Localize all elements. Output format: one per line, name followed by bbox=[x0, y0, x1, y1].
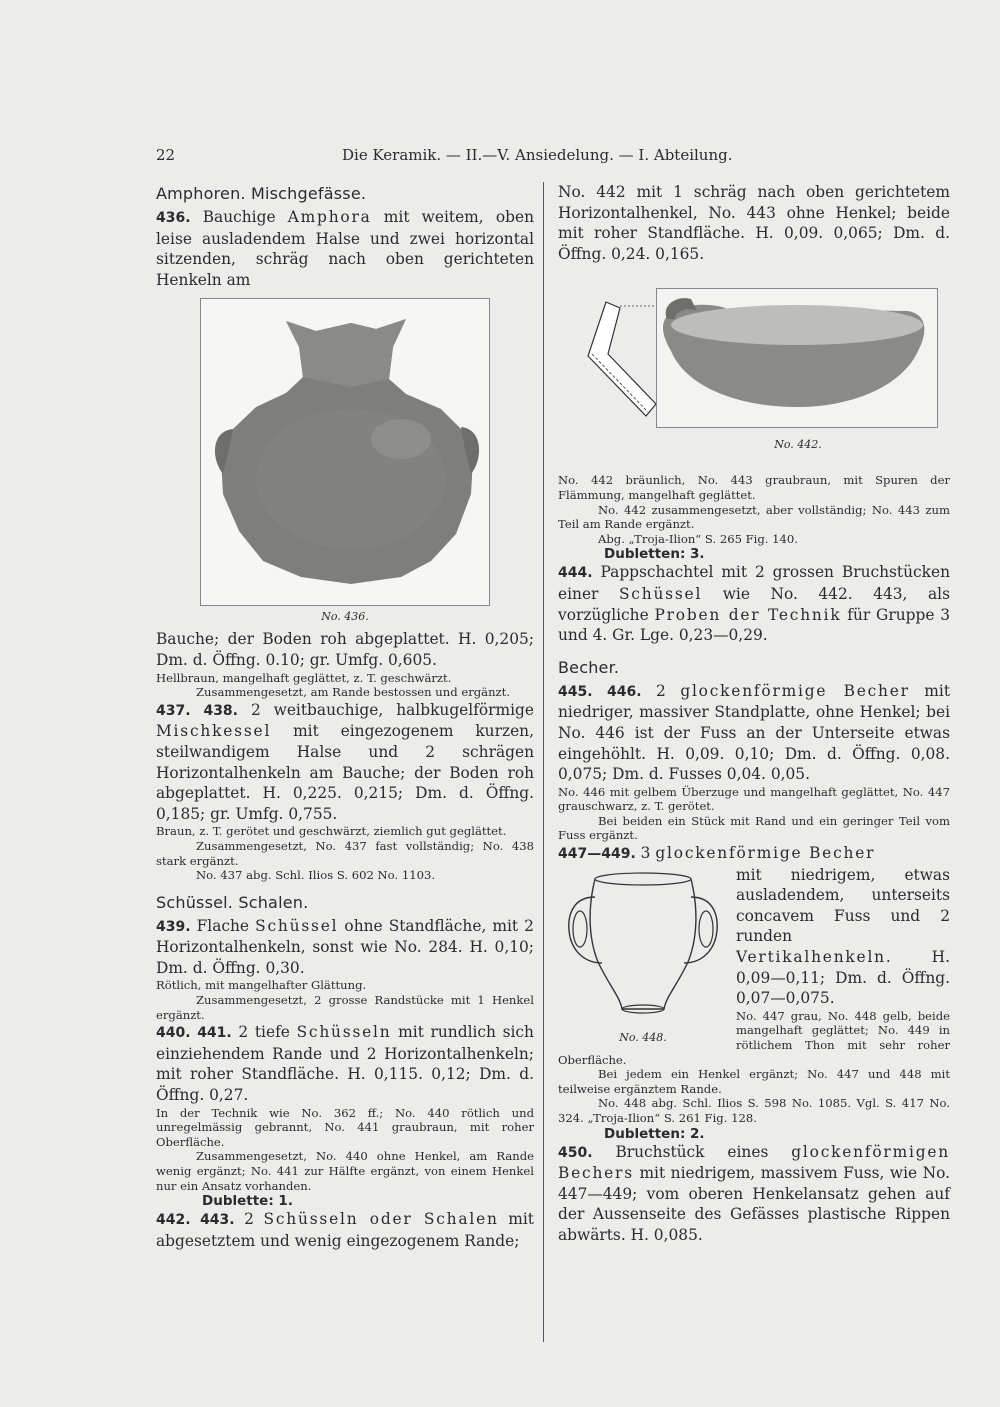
entry-436-text: 436. Bauchige Amphora mit weitem, oben leise ausladendem Halse und zwei horizontal sitzenden, schräg nach oben gerichteten Henkeln am bbox=[156, 208, 534, 289]
entry-440-note: In der Technik wie No. 362 ff.; No. 440 rötlich und unregelmässig gebrannt, No. 441 graubraun, mit roher Oberfläche. bbox=[156, 1105, 534, 1149]
cup-drawing bbox=[558, 867, 728, 1027]
amphora-image bbox=[201, 299, 489, 605]
figure-442 bbox=[558, 288, 950, 434]
bowl-photo bbox=[656, 288, 938, 428]
entry-442-text: 442. 443. 2 Schüsseln oder Schalen mit abgesetztem und wenig eingezogenem Rande; bbox=[156, 1210, 534, 1250]
entry-447-note: Bei jedem ein Henkel ergänzt; No. 447 und 448 mit teilweise ergänztem Rande. bbox=[558, 1067, 950, 1096]
entry-number: 436. bbox=[156, 210, 191, 226]
entry-444-text: 444. Pappschachtel mit 2 grossen Bruchstücken einer Schüssel wie No. 442. 443, als vorzügliche Proben der Technik für Gruppe 3 und 4. Gr. Lge. 0,23—0,29. bbox=[558, 563, 950, 645]
figure-caption: No. 436. bbox=[321, 610, 369, 624]
entry-439-note: Rötlich, mit mangelhafter Glättung. bbox=[156, 978, 367, 993]
entry-number: 442. 443. bbox=[156, 1212, 235, 1229]
entry-437-text: 437. 438. 2 weitbauchige, halbkugelförmige Mischkessel mit eingezogenem kurzen, steilwandigem Halse und 2 schrägen Horizontalhenkeln am Bauche; der Boden roh abgeplattet. H. 0,225. 0,215; Dm. d. Öffng. 0,185; gr. Umfg. 0,755. bbox=[156, 700, 534, 823]
entry-number: 437. 438. bbox=[156, 702, 238, 719]
entry-442-note: No. 442 zusammengesetzt, aber vollständig; No. 443 zum Teil am Rande ergänzt. bbox=[558, 502, 950, 532]
figure-436 bbox=[200, 298, 534, 623]
entry-number: 447—449. bbox=[558, 846, 636, 863]
entry-442-note: Abg. „Troja-Ilion“ S. 265 Fig. 140. bbox=[598, 531, 798, 546]
dubletten-label: Dubletten: 3. bbox=[604, 546, 705, 563]
section-heading-becher: Becher. bbox=[558, 657, 620, 677]
figure-caption: No. 448. bbox=[619, 1030, 667, 1044]
amphora-photo bbox=[200, 298, 490, 606]
entry-number: 445. 446. bbox=[558, 683, 642, 700]
section-heading-amphoren: Amphoren. Mischgefässe. bbox=[156, 184, 367, 203]
entry-440-text: 440. 441. 2 tiefe Schüsseln mit rundlich sich einziehendem Rande und 2 Horizontalhenkeln; mit roher Standfläche. H. 0,115. 0,12; Dm. d. Öffng. 0,27. bbox=[156, 1023, 534, 1105]
section-heading-schuessel: Schüssel. Schalen. bbox=[156, 892, 309, 912]
entry-437-note: Braun, z. T. gerötet und geschwärzt, ziemlich gut geglättet. bbox=[156, 824, 507, 839]
entry-439-text: 439. Flache Schüssel ohne Standfläche, mit 2 Horizontalhenkeln, sonst wie No. 284. H. 0,10; Dm. d. Öffng. 0,30. bbox=[156, 916, 534, 977]
entry-number: 450. bbox=[558, 1144, 593, 1161]
entry-447-body bbox=[558, 865, 950, 1068]
entry-447-note: No. 448 abg. Schl. Ilios S. 598 No. 1085. Vgl. S. 417 No. 324. „Troja-Ilion“ S. 261 Fig. 128. bbox=[558, 1096, 950, 1125]
entry-437-note: Zusammengesetzt, No. 437 fast vollständig; No. 438 stark ergänzt. bbox=[156, 838, 534, 868]
entry-437-note: No. 437 abg. Schl. Ilios S. 602 No. 1103. bbox=[196, 868, 436, 883]
entry-436-text-cont: Bauche; der Boden roh abgeplattet. H. 0,205; Dm. d. Öffng. 0.10; gr. Umfg. 0,605. bbox=[156, 630, 534, 669]
right-column bbox=[558, 182, 950, 1246]
entry-436-note: Zusammengesetzt, am Rande bestossen und ergänzt. bbox=[196, 685, 511, 700]
entry-442-note: No. 442 bräunlich, No. 443 graubraun, mit Spuren der Flämmung, mangelhaft geglättet. bbox=[558, 473, 950, 502]
page-number: 22 bbox=[156, 146, 176, 164]
entry-442-text-cont: No. 442 mit 1 schräg nach oben gerichtetem Horizontalhenkel, No. 443 ohne Henkel; beide mit roher Standfläche. H. 0,09. 0,065; Dm. d. Öffng. 0,24. 0,165. bbox=[558, 183, 950, 263]
entry-440-note: Zusammengesetzt, No. 440 ohne Henkel, am Rande wenig ergänzt; No. 441 zur Hälfte ergänzt, von einem Henkel nur ein Ansatz vorhanden. bbox=[156, 1149, 534, 1193]
running-title: Die Keramik. — II.—V. Ansiedelung. — I. Abteilung. bbox=[342, 146, 733, 164]
entry-439-note: Zusammengesetzt, 2 grosse Randstücke mit 1 Henkel ergänzt. bbox=[156, 993, 534, 1022]
entry-445-note: Bei beiden ein Stück mit Rand und ein geringer Teil vom Fuss ergänzt. bbox=[558, 813, 950, 843]
entry-447-text-lead: 447—449. 3 glockenförmige Becher bbox=[558, 844, 876, 863]
figure-448 bbox=[558, 867, 728, 1047]
figure-caption: No. 442. bbox=[774, 438, 822, 452]
column-divider bbox=[543, 182, 544, 1342]
entry-number: 440. 441. bbox=[156, 1025, 232, 1042]
entry-447-note: No. 447 grau, No. 448 gelb, beide mangelhaft geglättet; No. 449 in rötlichem Thon mit sehr roher Oberfläche. bbox=[558, 1008, 950, 1067]
dubletten-label: Dubletten: 2. bbox=[604, 1125, 705, 1142]
entry-445-note: No. 446 mit gelbem Überzuge und mangelhaft geglättet, No. 447 grauschwarz, z. T. gerötet. bbox=[558, 784, 950, 814]
entry-436-note: Hellbraun, mangelhaft geglättet, z. T. geschwärzt. bbox=[156, 670, 452, 685]
entry-445-text: 445. 446. 2 glockenförmige Becher mit niedriger, massiver Standplatte, ohne Henkel; bei No. 446 ist der Fuss an der Unterseite etwas eingehöhlt. H. 0,09. 0,10; Dm. d. Öffng. 0,08. 0,075; Dm. d. Fusses 0,04. 0,05. bbox=[558, 681, 950, 784]
entry-number: 444. bbox=[558, 565, 593, 582]
left-column bbox=[156, 182, 534, 1251]
dublette-label: Dublette: 1. bbox=[202, 1193, 293, 1210]
entry-447-text: mit niedrigem, etwas ausladendem, unterseits concavem Fuss und 2 runden Vertikalhenkeln. H. 0,09—0,11; Dm. d. Öffng. 0,07—0,075. bbox=[736, 865, 950, 1008]
bowl-image bbox=[657, 289, 937, 427]
entry-450-text: 450. Bruchstück eines glockenförmigen Bechers mit niedrigem, massivem Fuss, wie No. 447—449; vom oberen Henkelansatz gehen auf der Aussenseite des Gefässes plastische Rippen abwärts. H. 0,085. bbox=[558, 1142, 950, 1244]
entry-number: 439. bbox=[156, 918, 191, 935]
